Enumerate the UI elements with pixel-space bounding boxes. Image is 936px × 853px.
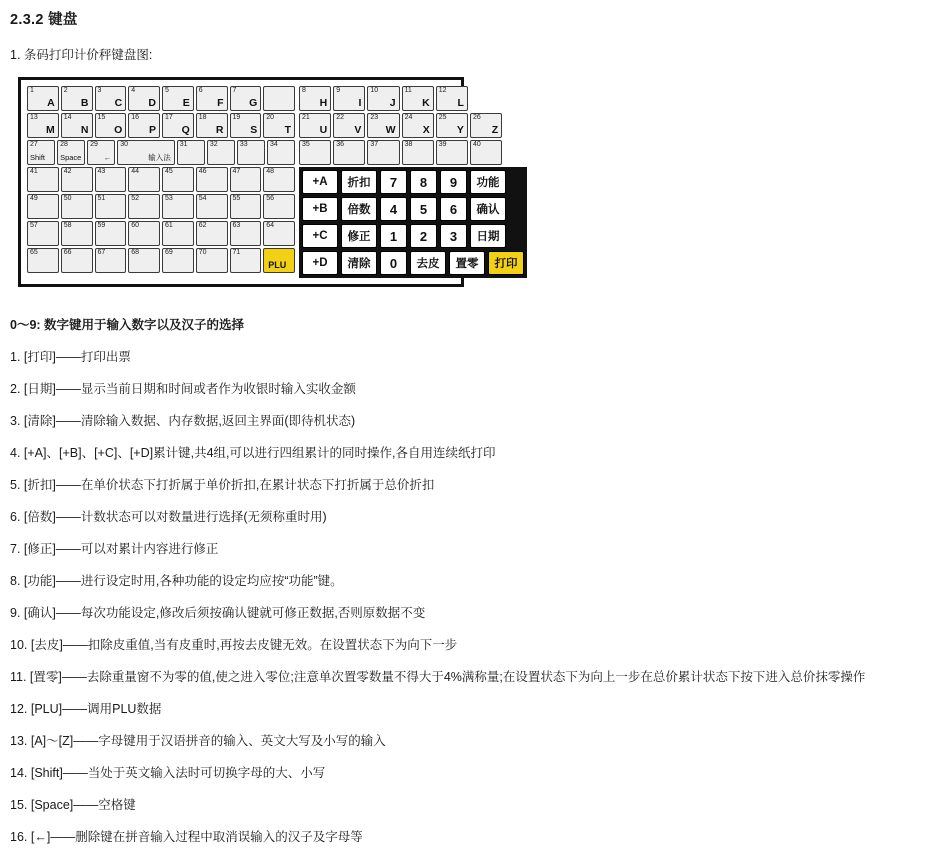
key-number: 22: [336, 114, 344, 121]
key-print[interactable]: 打印: [488, 251, 524, 275]
key-backspace[interactable]: [87, 140, 115, 165]
key-number: 13: [30, 114, 38, 121]
list-item: 2. [日期]——显示当前日期和时间或者作为收银时输入实收金额: [10, 382, 356, 396]
key-number: 52: [131, 195, 140, 202]
key[interactable]: [128, 248, 160, 273]
key[interactable]: [263, 167, 295, 192]
key-label: P: [148, 124, 156, 136]
key-number: 40: [472, 141, 481, 148]
key[interactable]: [162, 113, 194, 138]
key-number: 41: [30, 168, 38, 175]
key-number: 51: [97, 195, 106, 202]
key-row: [27, 113, 295, 138]
key-number: 3: [97, 87, 102, 94]
key[interactable]: [196, 194, 228, 219]
key-number: 31: [179, 141, 188, 148]
key-discount[interactable]: 折扣: [341, 170, 377, 194]
function-key-row: [302, 251, 524, 275]
key-0[interactable]: 0: [380, 251, 407, 275]
key-clear[interactable]: 清除: [341, 251, 377, 275]
key-label: E: [182, 97, 190, 109]
key[interactable]: [230, 194, 262, 219]
key-number: 5: [165, 87, 169, 94]
key-number: 60: [131, 222, 140, 229]
key[interactable]: [162, 194, 194, 219]
key[interactable]: [95, 113, 127, 138]
key[interactable]: [196, 248, 228, 273]
key[interactable]: [237, 140, 265, 165]
key-space[interactable]: [57, 140, 85, 165]
key-number: 33: [239, 141, 248, 148]
key-row: [27, 167, 295, 192]
key-row: [299, 86, 527, 111]
function-key-row: [302, 197, 524, 221]
key[interactable]: [333, 113, 365, 138]
key-number: 46: [198, 168, 207, 175]
key-number: 68: [131, 249, 140, 256]
key-label: Shift: [30, 153, 46, 162]
key-label: U: [319, 124, 328, 136]
key[interactable]: [128, 86, 160, 111]
key-label: F: [217, 97, 224, 109]
list-item: 9. [确认]——每次功能设定,修改后须按确认键就可修正数据,否则原数据不变: [10, 606, 426, 620]
list-item: 16. [←]——删除键在拼音输入过程中取消误输入的汉子及字母等: [10, 830, 363, 844]
key-number: 63: [232, 222, 241, 229]
key[interactable]: [230, 113, 262, 138]
key-multiplier[interactable]: 倍数: [341, 197, 377, 221]
key-3[interactable]: 3: [440, 224, 467, 248]
key-number: 17: [165, 114, 173, 121]
key-input-method[interactable]: [117, 140, 175, 165]
key[interactable]: [230, 221, 262, 246]
function-keypad: [299, 167, 527, 278]
key-label: K: [422, 97, 430, 109]
key[interactable]: [196, 113, 228, 138]
key-7[interactable]: 7: [380, 170, 407, 194]
key[interactable]: [367, 140, 399, 165]
key-tare[interactable]: 去皮: [410, 251, 446, 275]
key-number: 71: [232, 249, 241, 256]
key-number: 50: [63, 195, 72, 202]
key-number: 7: [232, 87, 237, 94]
key-number: 58: [63, 222, 72, 229]
key-accumulate-b[interactable]: +B: [302, 197, 338, 221]
list-item: 6. [倍数]——计数状态可以对数量进行选择(无须称重时用): [10, 510, 327, 524]
key-number: 30: [120, 141, 128, 148]
key[interactable]: [436, 140, 468, 165]
key-6[interactable]: 6: [440, 197, 467, 221]
key-label: V: [354, 124, 362, 136]
key-number: 36: [336, 141, 344, 148]
document-page: [0, 8, 936, 853]
key[interactable]: [162, 248, 194, 273]
key[interactable]: [367, 86, 399, 111]
key-number: 62: [198, 222, 207, 229]
key-number: 35: [302, 141, 310, 148]
key-number: 11: [404, 87, 412, 94]
key[interactable]: [367, 113, 399, 138]
key[interactable]: [402, 140, 434, 165]
key[interactable]: [230, 167, 262, 192]
key-number: 37: [370, 141, 379, 148]
key[interactable]: [61, 86, 93, 111]
key-number: 59: [97, 222, 106, 229]
key-label: A: [47, 97, 55, 109]
key-number: 39: [438, 141, 447, 148]
key-number: 54: [198, 195, 207, 202]
key-number: 49: [30, 195, 38, 202]
key-number: 2: [63, 87, 68, 94]
key-number: 57: [30, 222, 38, 229]
key-number: 16: [131, 114, 140, 121]
key-number: 25: [438, 114, 447, 121]
key-plu[interactable]: [263, 248, 295, 273]
key-row: [299, 140, 527, 165]
key-number: 61: [165, 222, 173, 229]
list-item: 14. [Shift]——当处于英文输入法时可切换字母的大、小写: [10, 766, 326, 780]
key[interactable]: [299, 140, 331, 165]
list-item: 11. [置零]——去除重量窗不为零的值,使之进入零位;注意单次置零数量不得大于4%满称量;在设置状态下为向上一步在总价累计状态下按下进入总价抹零操作: [10, 670, 866, 684]
key[interactable]: [263, 113, 295, 138]
key-number: 15: [97, 114, 106, 121]
key[interactable]: [95, 194, 127, 219]
key[interactable]: [27, 248, 59, 273]
key[interactable]: [299, 113, 331, 138]
key-number: 8: [302, 87, 306, 94]
backspace-arrow-icon: ←: [103, 153, 112, 162]
key[interactable]: [128, 221, 160, 246]
key-label: D: [148, 97, 156, 109]
key-label: Space: [60, 153, 82, 162]
key-number: 48: [266, 168, 275, 175]
key-1[interactable]: 1: [380, 224, 407, 248]
keypad-right-block: [299, 86, 527, 278]
list-item: 7. [修正]——可以对累计内容进行修正: [10, 542, 219, 556]
key-number: 12: [438, 87, 447, 94]
key-number: 1: [30, 87, 34, 94]
key-number: 28: [60, 141, 68, 148]
key-number: 65: [30, 249, 38, 256]
key[interactable]: [470, 113, 502, 138]
key-number: 19: [232, 114, 241, 121]
key-row: [27, 194, 295, 219]
key-5[interactable]: 5: [410, 197, 437, 221]
key[interactable]: [61, 167, 93, 192]
key-row: [27, 140, 295, 165]
key-number: 9: [336, 87, 341, 94]
intro-text: 1. 条码打印计价秤键盘图:: [10, 48, 153, 62]
key-shift[interactable]: [27, 140, 55, 165]
key[interactable]: [402, 86, 434, 111]
key-function[interactable]: 功能: [470, 170, 506, 194]
key-number: 43: [97, 168, 106, 175]
key-number: 55: [232, 195, 241, 202]
keypad-left-block: [27, 86, 295, 278]
key-accumulate-d[interactable]: +D: [302, 251, 338, 275]
key-9[interactable]: 9: [440, 170, 467, 194]
key-number: 47: [232, 168, 241, 175]
key-label: J: [389, 97, 396, 109]
key-number: 66: [63, 249, 72, 256]
key-label: R: [215, 124, 224, 136]
key-number: 6: [198, 87, 203, 94]
key[interactable]: [27, 221, 59, 246]
key-label: PLU: [268, 260, 287, 270]
key-label: X: [422, 124, 430, 136]
key[interactable]: [27, 86, 59, 111]
key-confirm[interactable]: 确认: [470, 197, 506, 221]
key-label: H: [319, 97, 328, 109]
key-number: 18: [198, 114, 207, 121]
key-label: M: [46, 124, 55, 136]
key[interactable]: [177, 140, 205, 165]
list-item: 10. [去皮]——扣除皮重值,当有皮重时,再按去皮键无效。在设置状态下为向下一步: [10, 638, 458, 652]
key-number: 69: [165, 249, 173, 256]
list-item: 1. [打印]——打印出票: [10, 350, 131, 364]
key[interactable]: [263, 194, 295, 219]
key-number: 4: [131, 87, 136, 94]
function-key-row: [302, 170, 524, 194]
key-accumulate-a[interactable]: +A: [302, 170, 338, 194]
key-label: N: [80, 124, 89, 136]
key-number: 26: [472, 114, 481, 121]
key[interactable]: [230, 248, 262, 273]
key-number: 44: [131, 168, 140, 175]
key-number: 42: [63, 168, 72, 175]
key[interactable]: [299, 86, 331, 111]
list-item: 4. [+A]、[+B]、[+C]、[+D]累计键,共4组,可以进行四组累计的同时操作,各自用连续纸打印: [10, 446, 496, 460]
key[interactable]: [267, 140, 295, 165]
key-number: 21: [302, 114, 310, 121]
key-label: I: [358, 97, 362, 109]
key-label: L: [457, 97, 464, 109]
key[interactable]: [128, 167, 160, 192]
key-row: [27, 248, 295, 273]
list-item: 12. [PLU]——调用PLU数据: [10, 702, 162, 716]
key-label: T: [284, 124, 291, 136]
key[interactable]: [402, 113, 434, 138]
key-date[interactable]: 日期: [470, 224, 506, 248]
list-item: 3. [清除]——清除输入数据、内存数据,返回主界面(即待机状态): [10, 414, 356, 428]
key-number: 29: [90, 141, 98, 148]
key[interactable]: [436, 113, 468, 138]
list-item: 0～9: 数字键用于输入数字以及汉子的选择: [10, 318, 245, 332]
key-number: 27: [30, 141, 38, 148]
key-number: 14: [63, 114, 72, 121]
key[interactable]: [27, 194, 59, 219]
key[interactable]: [61, 113, 93, 138]
key-correct[interactable]: 修正: [341, 224, 377, 248]
key[interactable]: [333, 140, 365, 165]
key-zero[interactable]: 置零: [449, 251, 485, 275]
key-number: 38: [404, 141, 413, 148]
key-number: 10: [370, 87, 379, 94]
key-label: W: [385, 124, 396, 136]
key-label: 输入法: [148, 153, 171, 162]
key-row: [27, 86, 295, 111]
key[interactable]: [95, 167, 127, 192]
key[interactable]: [27, 113, 59, 138]
key[interactable]: [470, 140, 502, 165]
key-number: 53: [165, 195, 173, 202]
key-number: 56: [266, 195, 275, 202]
keypad-diagram: [18, 77, 518, 287]
key-number: 24: [404, 114, 413, 121]
key[interactable]: [61, 248, 93, 273]
key[interactable]: [128, 194, 160, 219]
key-number: 20: [266, 114, 275, 121]
key[interactable]: [95, 248, 127, 273]
key-number: 23: [370, 114, 379, 121]
key[interactable]: [263, 221, 295, 246]
key-row: [299, 113, 527, 138]
page-title: [10, 8, 936, 29]
key-row: [27, 221, 295, 246]
list-item: 15. [Space]——空格键: [10, 798, 136, 812]
key-number: 64: [266, 222, 275, 229]
list-item: 5. [折扣]——在单价状态下打折属于单价折扣,在累计状态下打折属于总价折扣: [10, 478, 435, 492]
key[interactable]: [128, 113, 160, 138]
section-number: 2.3.2: [10, 12, 44, 28]
key-2[interactable]: 2: [410, 224, 437, 248]
list-item: 8. [功能]——进行设定时用,各种功能的设定均应按“功能”键。: [10, 574, 343, 588]
function-key-row: [302, 224, 524, 248]
key[interactable]: [196, 221, 228, 246]
key[interactable]: [207, 140, 235, 165]
key-label: Z: [491, 124, 499, 136]
list-item: 13. [A]～[Z]——字母键用于汉语拼音的输入、英文大写及小写的输入: [10, 734, 386, 748]
key[interactable]: [196, 86, 228, 111]
key-label: Y: [456, 124, 464, 136]
key-number: 45: [165, 168, 173, 175]
key[interactable]: [263, 86, 295, 111]
key[interactable]: [95, 221, 127, 246]
key[interactable]: [61, 221, 93, 246]
key-number: 34: [269, 141, 278, 148]
key[interactable]: [230, 86, 262, 111]
key[interactable]: [162, 167, 194, 192]
key-label: G: [249, 97, 258, 109]
key-8[interactable]: 8: [410, 170, 437, 194]
key[interactable]: [27, 167, 59, 192]
key-description-list: [10, 309, 936, 853]
key-label: O: [114, 124, 123, 136]
key-label: C: [114, 97, 123, 109]
key-4[interactable]: 4: [380, 197, 407, 221]
key[interactable]: [162, 221, 194, 246]
key-number: 32: [209, 141, 218, 148]
key[interactable]: [95, 86, 127, 111]
key-number: 67: [97, 249, 106, 256]
section-title-text: 键盘: [48, 12, 78, 28]
key-label: Q: [181, 124, 190, 136]
key[interactable]: [61, 194, 93, 219]
key[interactable]: [436, 86, 468, 111]
key-label: B: [80, 97, 89, 109]
key[interactable]: [196, 167, 228, 192]
key-accumulate-c[interactable]: +C: [302, 224, 338, 248]
key[interactable]: [162, 86, 194, 111]
key-label: S: [250, 124, 258, 136]
key[interactable]: [333, 86, 365, 111]
key-number: 70: [198, 249, 207, 256]
